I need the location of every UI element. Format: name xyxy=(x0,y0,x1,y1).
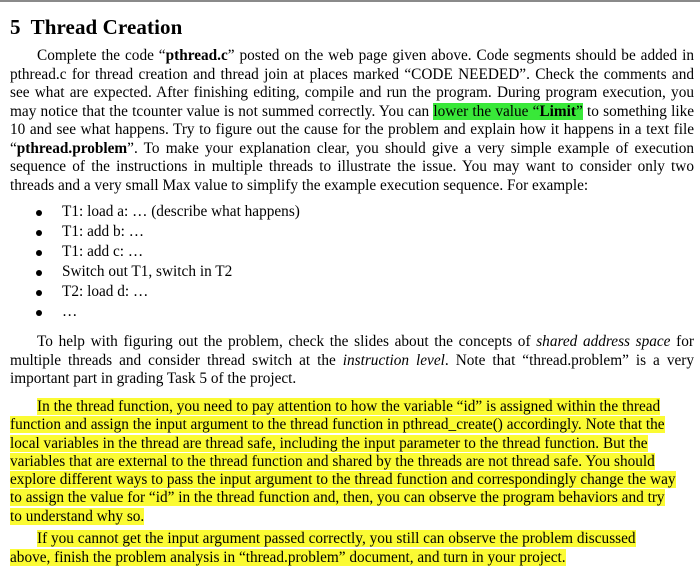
instructions-paragraph xyxy=(10,47,694,195)
highlight-yellow: In the thread function, you need to pay attention to how the variable “id” is assigned within the thread xyxy=(37,398,661,415)
emphasis-shared-address-space: shared address space xyxy=(536,333,671,350)
highlight-yellow: above, finish the problem analysis in “thread.problem” document, and turn in your project. xyxy=(10,548,566,566)
filename-pthread-problem: pthread.problem xyxy=(16,139,128,157)
text-run: ” posted on the web page given above. Code segments should be added in pthread.c for thread creation and thread join at places marked “CODE NEEDED”. Check the comments and see what are expected. After finishing editing, compile and run the program. During program execution, you may notice that the tcounter value is not summed correctly. You can xyxy=(10,47,694,120)
emphasis-instruction-level: instruction level xyxy=(342,351,445,369)
bullet-dot xyxy=(36,230,42,236)
highlight-yellow: variables that are external to the thread function and shared by the threads are not thread safe. You should xyxy=(10,452,655,470)
thread-id-paragraph xyxy=(10,398,694,526)
page-top-border xyxy=(0,0,700,2)
bullet-dot xyxy=(36,270,42,276)
bullet-dot xyxy=(36,250,42,256)
bullet-dot xyxy=(36,290,42,296)
section-number: 5 xyxy=(10,15,21,39)
limit-keyword: Limit xyxy=(539,102,576,120)
bullet-item: T2: load d: … xyxy=(34,282,300,302)
filename-pthread-c: pthread.c xyxy=(165,47,228,64)
section-heading xyxy=(10,15,182,40)
bullet-item: T1: add c: … xyxy=(34,242,300,262)
highlight-yellow: If you cannot get the input argument passed correctly, you still can observe the problem discussed xyxy=(37,530,636,547)
bullet-item: Switch out T1, switch in T2 xyxy=(34,262,300,282)
bullet-item: T1: load a: … (describe what happens) xyxy=(34,202,300,222)
text-run: to something like 10 and see what happens. Try to figure out the cause for the problem and explain how it happens in a text file “ xyxy=(10,102,695,157)
highlight-yellow: to assign the value for “id” in the thread function and, then, you can observe the program behaviors and try xyxy=(10,489,665,507)
highlight-green: lower the value “Limit” xyxy=(433,102,583,120)
bullet-item: T1: add b: … xyxy=(34,222,300,242)
text-run: ”. To make your explanation clear, you should give a very simple example of execution sequence of the instructions in multiple threads to illustrate the issue. You may want to consider only two threads and a very small Max value to simplify the example execution sequence. For example: xyxy=(10,139,694,194)
hint-paragraph: To help with figuring out the problem, check the slides about the concepts of shared address space for multiple threads and consider thread switch at the instruction level. Note that “thread.problem” is a very important part in grading Task 5 of the project. xyxy=(10,333,695,387)
bullet-dot xyxy=(36,210,42,216)
text-run: Complete the code “ xyxy=(37,47,166,64)
highlight-yellow: to understand why so. xyxy=(10,507,145,525)
highlight-yellow: explore different ways to pass the input argument to the thread function and correspondingly change the way xyxy=(10,471,676,489)
highlight-yellow: local variables in the thread are thread safe, including the input parameter to the thread function. But the xyxy=(10,434,648,452)
bullet-dot xyxy=(36,310,42,316)
section-title: Thread Creation xyxy=(30,15,183,39)
bullet-item: … xyxy=(34,302,300,322)
example-bullet-list xyxy=(34,202,300,322)
highlight-yellow: function and assign the input argument to the thread function in pthread_create() accordingly. Note that the xyxy=(10,416,665,434)
fallback-paragraph xyxy=(10,530,694,567)
